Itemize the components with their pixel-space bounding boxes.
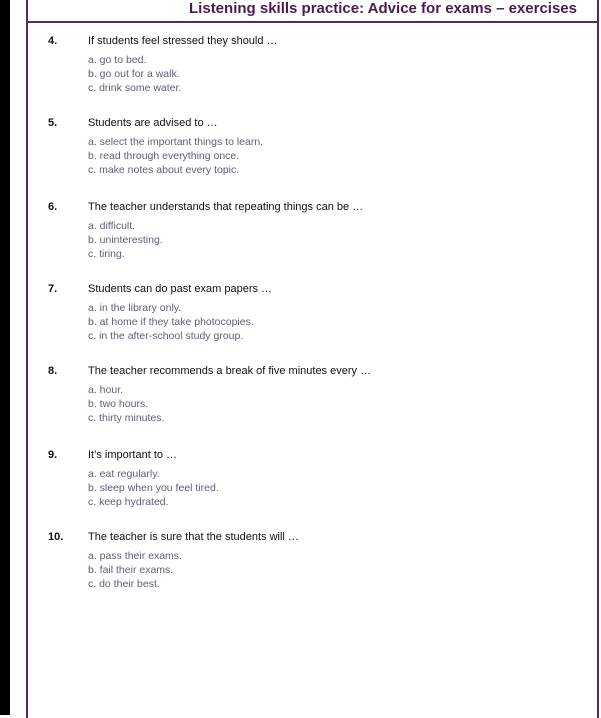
- answer-option[interactable]: b. at home if they take photocopies.: [88, 316, 254, 328]
- answer-option[interactable]: c. make notes about every topic.: [88, 164, 240, 176]
- question-stem: Students can do past exam papers …: [88, 283, 273, 295]
- header: [28, 0, 597, 23]
- answer-option[interactable]: a. eat regularly.: [88, 468, 160, 480]
- answer-option[interactable]: a. hour.: [88, 384, 124, 396]
- answer-option[interactable]: c. do their best.: [88, 578, 160, 590]
- question-number: 7.: [48, 283, 58, 295]
- answer-option[interactable]: b. uninteresting.: [88, 234, 163, 246]
- answer-option[interactable]: c. in the after-school study group.: [88, 330, 244, 342]
- question-stem: If students feel stressed they should …: [88, 35, 278, 47]
- answer-option[interactable]: c. tiring.: [88, 248, 125, 260]
- answer-option[interactable]: a. difficult.: [88, 220, 136, 232]
- left-edge-bar: [0, 0, 10, 715]
- answer-option[interactable]: b. sleep when you feel tired.: [88, 482, 219, 494]
- question-number: 9.: [48, 449, 58, 461]
- answer-option[interactable]: b. go out for a walk.: [88, 68, 180, 80]
- answer-option[interactable]: a. in the library only.: [88, 302, 182, 314]
- answer-option[interactable]: c. thirty minutes.: [88, 412, 165, 424]
- question-stem: The teacher is sure that the students will …: [88, 531, 299, 543]
- answer-option[interactable]: c. keep hydrated.: [88, 496, 169, 508]
- answer-option[interactable]: c. drink some water.: [88, 82, 182, 94]
- answer-option[interactable]: a. select the important things to learn.: [88, 136, 264, 148]
- question-stem: The teacher understands that repeating things can be …: [88, 201, 364, 213]
- question-number: 6.: [48, 201, 58, 213]
- answer-option[interactable]: a. go to bed.: [88, 54, 147, 66]
- question-stem: It’s important to …: [88, 449, 178, 461]
- page-title: Listening skills practice: Advice for exams – exercises: [189, 0, 577, 17]
- question-number: 10.: [48, 531, 64, 543]
- question-number: 5.: [48, 117, 58, 129]
- question-stem: Students are advised to …: [88, 117, 218, 129]
- answer-option[interactable]: b. two hours.: [88, 398, 149, 410]
- question-number: 8.: [48, 365, 58, 377]
- answer-option[interactable]: b. read through everything once.: [88, 150, 240, 162]
- page-frame: [26, 0, 599, 718]
- answer-option[interactable]: a. pass their exams.: [88, 550, 182, 562]
- question-stem: The teacher recommends a break of five minutes every …: [88, 365, 372, 377]
- answer-option[interactable]: b. fail their exams.: [88, 564, 174, 576]
- question-number: 4.: [48, 35, 58, 47]
